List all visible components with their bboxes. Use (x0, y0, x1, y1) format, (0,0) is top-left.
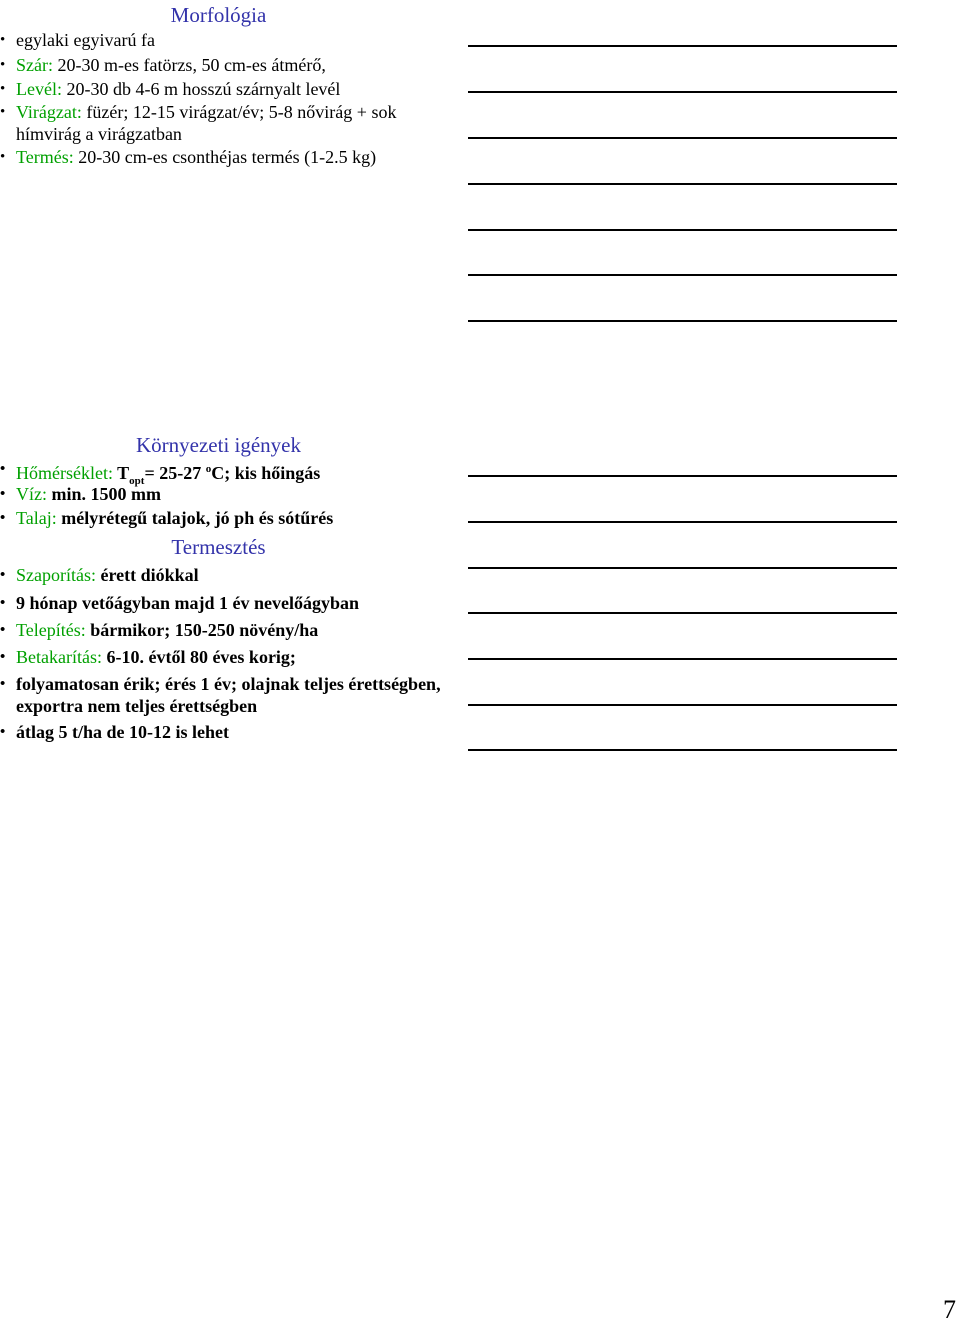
item-label: Levél: (16, 79, 62, 99)
item-label: Szaporítás: (16, 565, 96, 585)
list-item (16, 101, 436, 145)
note-line (468, 704, 897, 706)
list-item (16, 483, 446, 505)
subscript: opt (129, 475, 145, 487)
item-label: Szár: (16, 55, 53, 75)
item-label: Víz: (16, 484, 47, 504)
list-item (16, 673, 446, 717)
note-line (468, 567, 897, 569)
note-line (468, 475, 897, 477)
item-text: folyamatosan érik; érés 1 év; olajnak teljes érettségben, exportra nem teljes érettségben (16, 674, 441, 716)
list-item (16, 54, 446, 76)
item-text: 20-30 db 4-6 m hosszú szárnyalt levél (61, 79, 341, 99)
list-item (16, 646, 446, 668)
item-label: Termés: (16, 147, 74, 167)
list-item (16, 78, 446, 100)
note-line (468, 45, 897, 47)
item-label: Talaj: (16, 508, 57, 528)
list-item (16, 592, 446, 614)
note-line (468, 320, 897, 322)
item-label: Hőmérséklet: (16, 463, 113, 483)
item-label: Virágzat: (16, 102, 82, 122)
heading-termesztes: Termesztés (171, 535, 266, 559)
note-line (468, 91, 897, 93)
note-line (468, 137, 897, 139)
item-text: 6-10. évtől 80 éves korig; (101, 647, 296, 667)
item-text: C; kis hőingás (211, 463, 321, 483)
note-line (468, 183, 897, 185)
note-line (468, 749, 897, 751)
item-text: = 25-27 (144, 463, 206, 483)
list-item (16, 564, 446, 586)
list-item (16, 721, 446, 743)
item-text: érett diókkal (95, 565, 199, 585)
item-label: Betakarítás: (16, 647, 102, 667)
note-line (468, 612, 897, 614)
page-number: 7 (943, 1295, 956, 1324)
heading-morfologia: Morfológia (170, 3, 267, 27)
heading-kornyezeti-igenyek: Környezeti igények (135, 433, 302, 457)
item-text: min. 1500 mm (47, 484, 161, 504)
item-text: füzér; 12-15 virágzat/év; 5-8 nővirág + sok hímvirág a virágzatban (16, 102, 397, 144)
note-line (468, 521, 897, 523)
item-text: átlag 5 t/ha de 10-12 is lehet (16, 722, 229, 742)
item-text: mélyrétegű talajok, jó ph és sótűrés (56, 508, 334, 528)
item-text: bármikor; 150-250 növény/ha (85, 620, 319, 640)
note-line (468, 229, 897, 231)
note-line (468, 274, 897, 276)
item-text: egylaki egyivarú fa (16, 30, 155, 50)
list-item (16, 507, 446, 529)
list-item (16, 619, 446, 641)
item-text: 20-30 m-es fatörzs, 50 cm-es átmérő, (52, 55, 326, 75)
note-line (468, 658, 897, 660)
superscript: o (205, 463, 212, 475)
item-text: 9 hónap vetőágyban majd 1 év nevelőágyban (16, 593, 360, 613)
list-item (16, 29, 446, 51)
item-text: T (112, 463, 130, 483)
item-label: Telepítés: (16, 620, 86, 640)
item-text: 20-30 cm-es csonthéjas termés (1-2.5 kg) (73, 147, 377, 167)
list-item (16, 146, 446, 168)
